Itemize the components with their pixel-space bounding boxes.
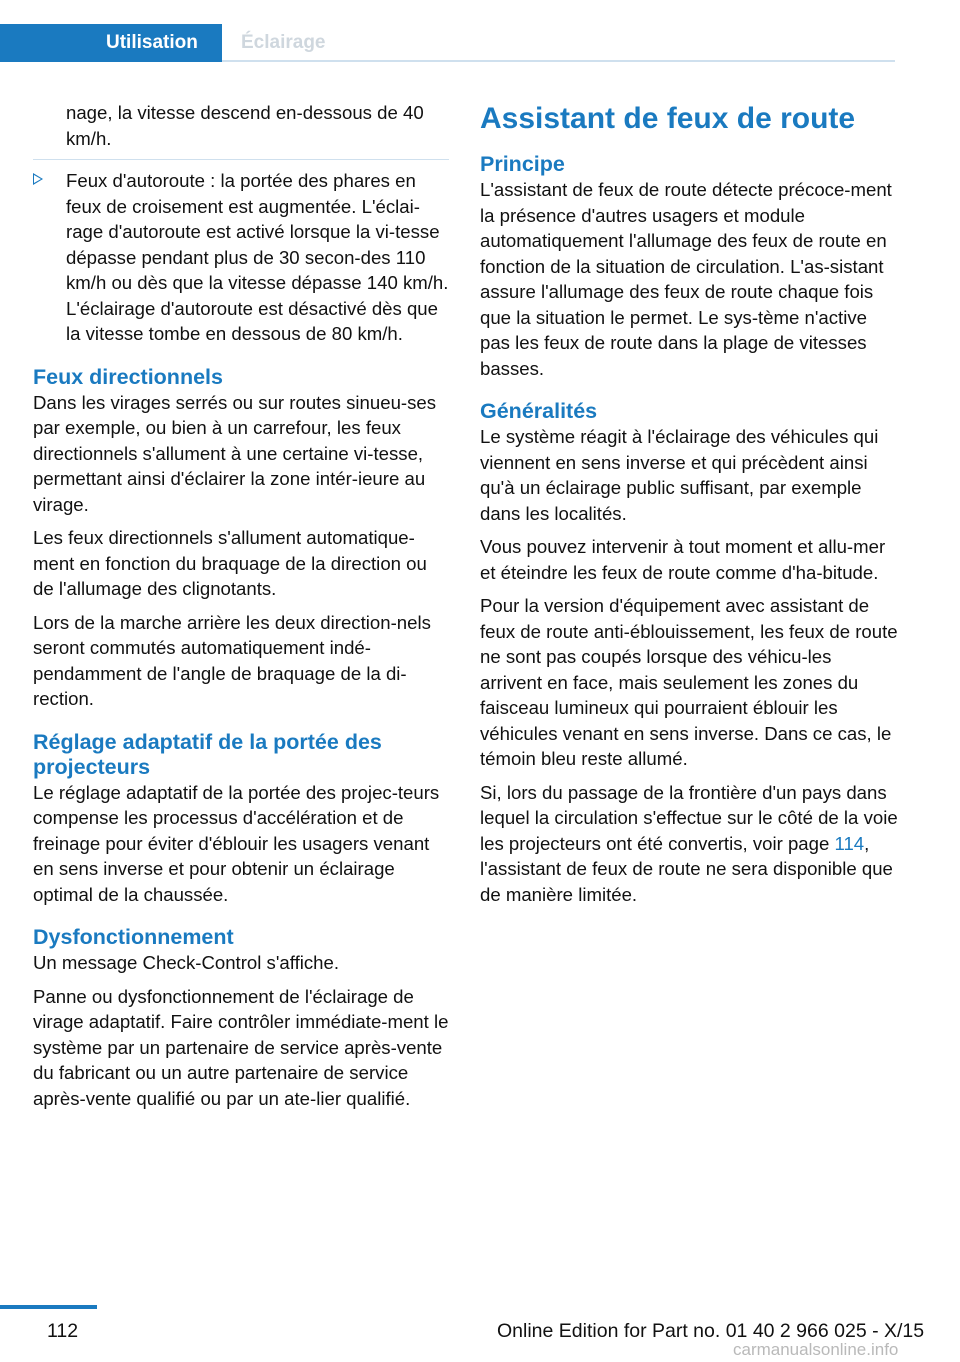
- bullet-triangle-icon: [33, 173, 43, 185]
- paragraph: Le réglage adaptatif de la portée des projec-teurs compense les processus d'accélération et de freinage pour éviter d'éblouir les usagers venant en sens inverse et pour obtenir un éclairage optimal de la chaussée.: [33, 781, 440, 905]
- paragraph: Lors de la marche arrière les deux direction-nels seront commutés automatiquement indé-pendamment de l'angle de braquage de la di-rection.: [33, 611, 431, 709]
- page-reference-link[interactable]: 114: [834, 832, 865, 854]
- paragraph: Un message Check-Control s'affiche.: [33, 952, 340, 973]
- page-number: 112: [47, 1320, 79, 1342]
- paragraph: Pour la version d'équipement avec assistant de feux de route anti-éblouissement, les feux de route ne sont pas coupés lorsque des véhicu-les arrivent en face, mais seulement les zones du faisceau lumineux qui pourraient éblouir les véhicules venant en sens inverse. Dans ce cas, le témoin bleu reste allumé.: [480, 595, 898, 769]
- paragraph: Le système réagit à l'éclairage des véhicules qui viennent en sens inverse et qui précèdent ainsi qu'à un éclairage public suffisant, par exemple dans les localités.: [480, 426, 879, 524]
- right-column: [480, 100, 898, 915]
- page-header: [0, 24, 895, 64]
- paragraph: Les feux directionnels s'allument automatique-ment en fonction du braquage de la direction ou de l'allumage des clignotants.: [33, 527, 427, 599]
- section-heading-generalites: Généralités: [480, 399, 598, 423]
- paragraph: Dans les virages serrés ou sur routes sinueu-ses par exemple, ou bien à un carrefour, les feux directionnels s'allument à une certaine vi-tesse, permettant ainsi d'éclairer la zone intér-ieure au virage.: [33, 391, 437, 515]
- section-heading-principe: Principe: [480, 152, 565, 176]
- paragraph: Panne ou dysfonctionnement de l'éclairage de virage adaptatif. Faire contrôler immédiate-ment le système par un partenaire de service après-vente du fabricant ou un autre partenaire de service après-vente qualifié ou par un ate-lier qualifié.: [33, 985, 449, 1109]
- section-heading-dysfonctionnement: Dysfonctionnement: [33, 925, 234, 949]
- paragraph: Vous pouvez intervenir à tout moment et allu-mer et éteindre les feux de route comme d'ha-bitude.: [480, 536, 886, 583]
- left-column: [33, 100, 449, 1119]
- watermark: carmanualsonline.info: [733, 1340, 899, 1359]
- header-section-label: Utilisation: [106, 32, 198, 53]
- header-chapter-label: Éclairage: [241, 32, 326, 53]
- footer-accent-bar: [0, 1305, 97, 1309]
- continued-bullet-text: nage, la vitesse descend en-dessous de 40 km/h.: [66, 102, 424, 149]
- list-item: [33, 168, 449, 347]
- header-section-tab: [0, 24, 222, 62]
- section-heading-reglage-adaptatif: Réglage adaptatif de la portée des projecteurs: [33, 729, 382, 779]
- section-heading-feux-directionnels: Feux directionnels: [33, 364, 223, 389]
- bullet-divider: [33, 159, 449, 160]
- chapter-title: Assistant de feux de route: [480, 102, 856, 135]
- paragraph-text: , l'assistant de feux de route ne sera disponible que de manière limitée.: [480, 832, 893, 905]
- paragraph: [480, 780, 898, 908]
- paragraph-text: Si, lors du passage de la frontière d'un pays dans lequel la circulation s'effectue sur le côté de la voie les projecteurs ont été convertis, voir page: [480, 781, 898, 854]
- list-item-text: Feux d'autoroute : la portée des phares en feux de croisement est augmentée. L'éclai-rage d'autoroute est activé lorsque la vi-tesse dépasse pendant plus de 30 secon-des 110 km/h ou dès que la vitesse dépasse 140 km/h. L'éclairage d'autoroute est désactivé dès que la vitesse tombe en dessous de 80 km/h.: [66, 170, 449, 344]
- header-divider: [222, 60, 895, 62]
- paragraph: L'assistant de feux de route détecte précoce-ment la présence d'autres usagers et module automatiquement l'allumage des feux de route en fonction de la situation de circulation. L'as-sistant assure l'allumage des feux de route chaque fois que la situation le permet. Le sys-tème n'active pas les feux de route dans la plage de vitesses basses.: [480, 179, 892, 379]
- edition-note: Online Edition for Part no. 01 40 2 966 025 - X/15: [497, 1320, 925, 1342]
